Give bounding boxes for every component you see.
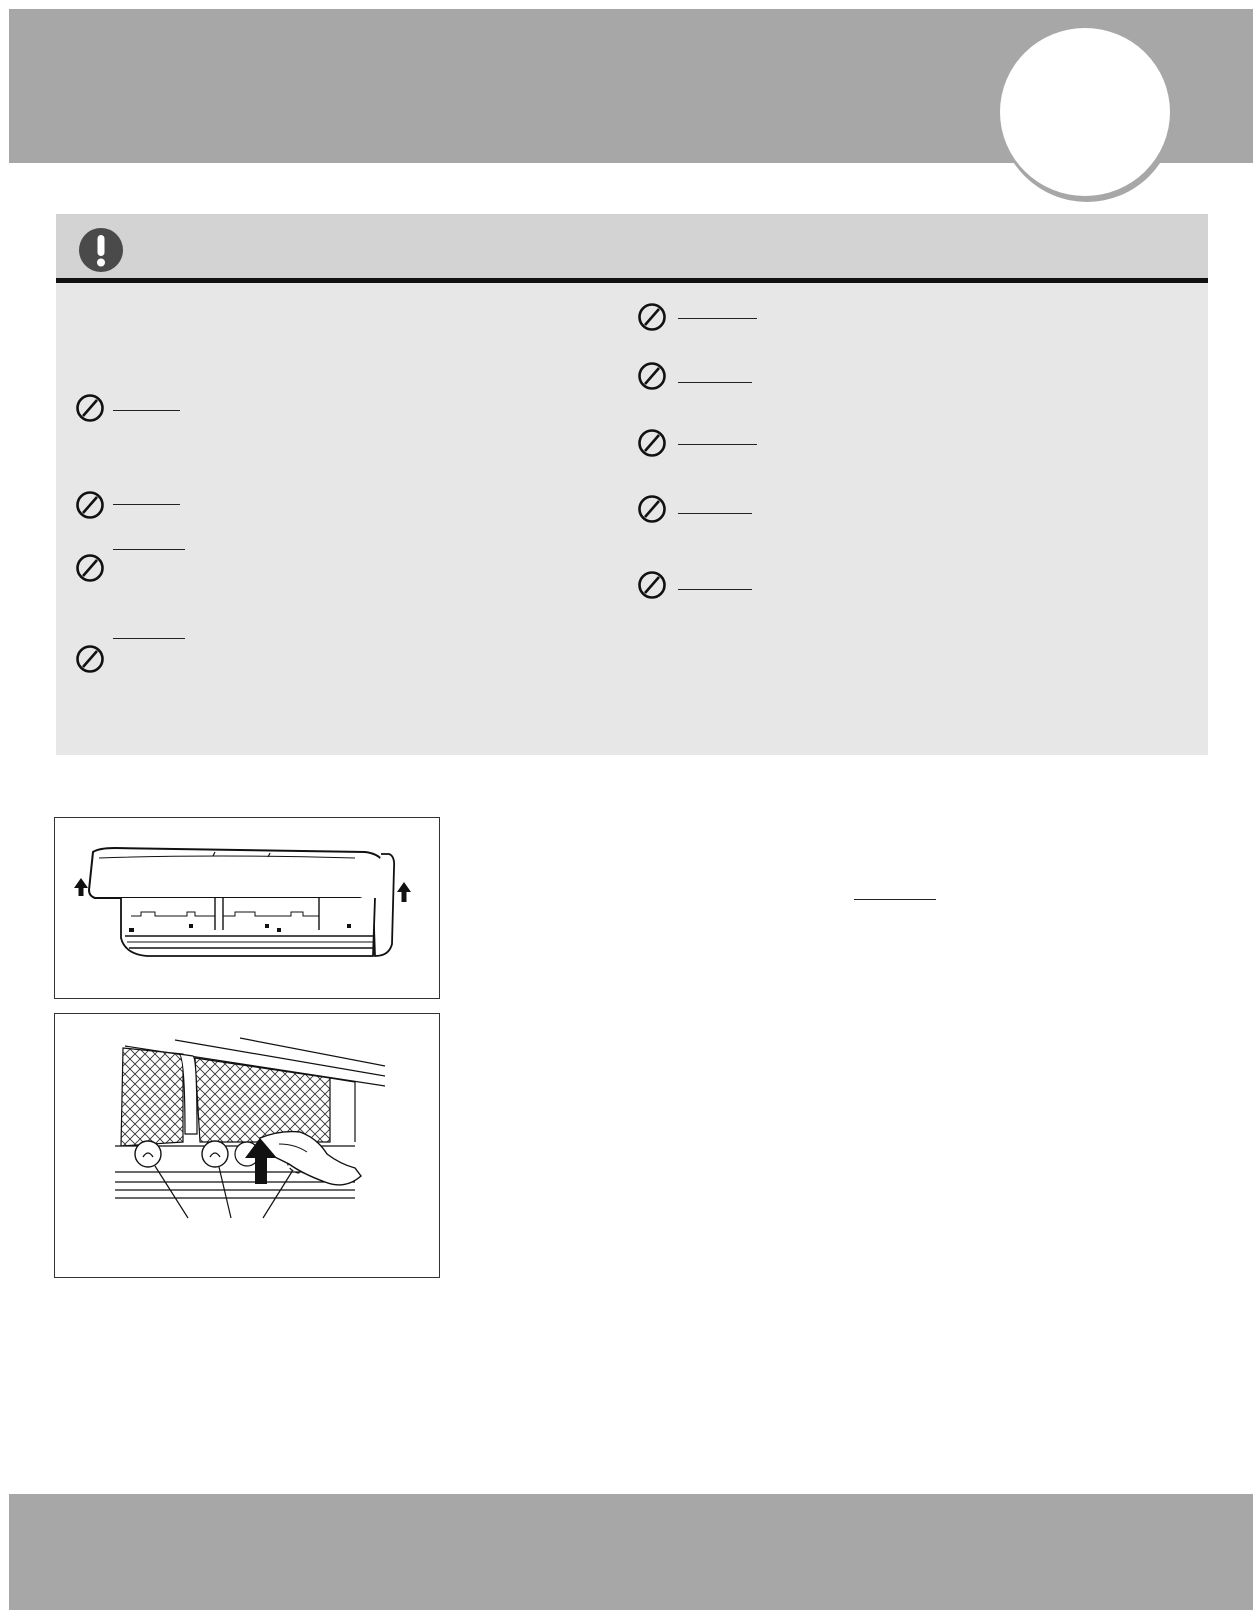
- right-item-1-underline: [678, 318, 757, 319]
- no-symbol-icon: [637, 428, 667, 458]
- figure-open-panel: [54, 817, 440, 999]
- left-item-3-underline: [113, 549, 185, 550]
- no-symbol-icon: [637, 494, 667, 524]
- exclamation-circle-icon: [78, 227, 124, 273]
- right-item-3-underline: [678, 444, 757, 445]
- left-item-1-underline: [113, 410, 180, 411]
- caution-panel-header: [56, 214, 1208, 278]
- right-item-2-underline: [678, 382, 752, 383]
- up-arrow-icon: [397, 882, 411, 902]
- left-item-4-underline: [113, 638, 185, 639]
- caution-panel-divider: [56, 278, 1208, 283]
- page-number-badge: [1000, 28, 1170, 196]
- caution-panel: [56, 214, 1208, 755]
- no-symbol-icon: [75, 644, 105, 674]
- open-panel-illustration: [55, 818, 439, 998]
- footer-band: [9, 1494, 1253, 1610]
- right-item-5-underline: [678, 589, 752, 590]
- no-symbol-icon: [637, 302, 667, 332]
- no-symbol-icon: [75, 553, 105, 583]
- left-item-2-underline: [113, 504, 180, 505]
- body-text-underline: [854, 899, 936, 900]
- remove-filter-illustration: [55, 1014, 439, 1277]
- no-symbol-icon: [637, 570, 667, 600]
- no-symbol-icon: [637, 361, 667, 391]
- figure-remove-filter: [54, 1013, 440, 1278]
- no-symbol-icon: [75, 490, 105, 520]
- up-arrow-icon: [74, 878, 88, 896]
- right-item-4-underline: [678, 513, 752, 514]
- no-symbol-icon: [75, 393, 105, 423]
